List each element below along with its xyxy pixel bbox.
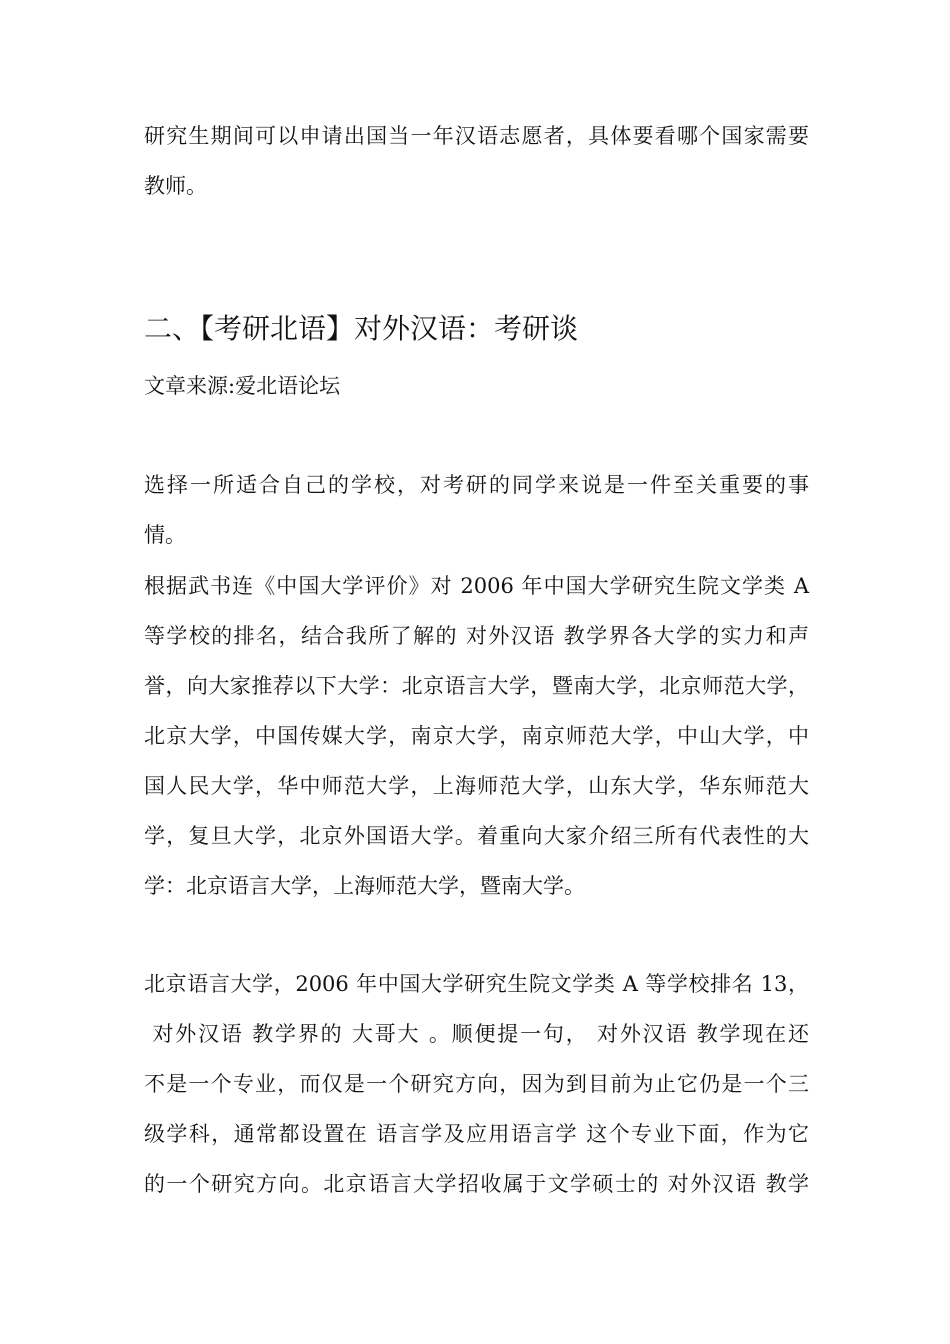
paragraph-4-line-1: 北京语言大学，2006 年中国大学研究生院文学类 A 等学校排名 13， — [144, 972, 809, 996]
paragraph-2-line-2: 情。 — [144, 523, 186, 547]
paragraph-4-line-4: 级学科，通常都设置在 语言学及应用语言学 这个专业下面，作为它 — [144, 1122, 809, 1146]
paragraph-2-line-1: 选择一所适合自己的学校，对考研的同学来说是一件至关重要的事 — [144, 473, 809, 497]
paragraph-3-line-7: 学：北京语言大学，上海师范大学，暨南大学。 — [144, 874, 585, 898]
section-heading: 二、【考研北语】对外汉语：考研谈 — [144, 312, 579, 345]
paragraph-4-line-2: 对外汉语 教学界的 大哥大 。顺便提一句， 对外汉语 教学现在还 — [144, 1022, 809, 1046]
article-source: 文章来源:爱北语论坛 — [144, 374, 341, 398]
paragraph-3-line-6: 学，复旦大学，北京外国语大学。着重向大家介绍三所有代表性的大 — [144, 824, 809, 848]
paragraph-4-line-5: 的一个研究方向。北京语言大学招收属于文学硕士的 对外汉语 教学 — [144, 1172, 809, 1196]
paragraph-3-line-5: 国人民大学，华中师范大学，上海师范大学，山东大学，华东师范大 — [144, 774, 809, 798]
paragraph-3-line-4: 北京大学，中国传媒大学，南京大学，南京师范大学，中山大学，中 — [144, 724, 809, 748]
paragraph-3-line-3: 誉，向大家推荐以下大学：北京语言大学，暨南大学，北京师范大学， — [144, 674, 809, 698]
paragraph-3-line-2: 等学校的排名，结合我所了解的 对外汉语 教学界各大学的实力和声 — [144, 624, 809, 648]
paragraph-1-line-1: 研究生期间可以申请出国当一年汉语志愿者，具体要看哪个国家需要 — [144, 124, 809, 148]
paragraph-1-line-2: 教师。 — [144, 174, 207, 198]
paragraph-3-line-1: 根据武书连《中国大学评价》对 2006 年中国大学研究生院文学类 A — [144, 574, 809, 598]
paragraph-4-line-3: 不是一个专业，而仅是一个研究方向，因为到目前为止它仍是一个三 — [144, 1072, 809, 1096]
